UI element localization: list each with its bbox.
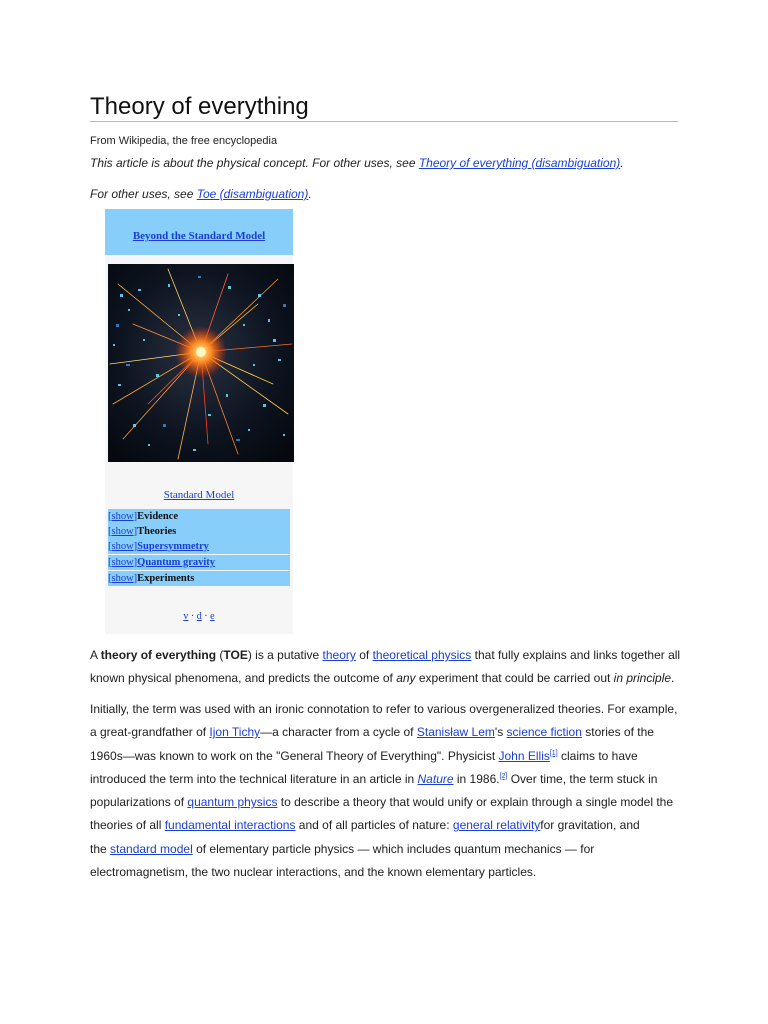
standard-model-link[interactable]: Standard Model bbox=[163, 489, 235, 501]
show-toggle[interactable]: [show] bbox=[108, 541, 138, 552]
view-link[interactable]: v bbox=[183, 611, 189, 622]
supersymmetry-link[interactable]: Supersymmetry bbox=[137, 541, 209, 552]
history-paragraph: Initially, the term was used with an ironic connotation to refer to various overgeneralized theories. For example, a great-grandfather of Ijon Tichy—a character from a cycle of Stanisław Lem's science fiction stories of the 1960s—was known to work on the "General Theory of Everything". Physicist John Ellis[1] claims to have introduced the term into the technical literature in an article in Nature in 1986.[2] Over time, the term stuck in popularizations of quantum physics to describe a theory that would unify or explain through a single model the theories of all fundamental interactions and of all particles of nature: general relativityfor gravitation, and the standard model of elementary particle physics — which includes quantum mechanics — for electromagnetism, the two nuclear interactions, and the known elementary particles. bbox=[90, 702, 678, 880]
show-toggle[interactable]: [show] bbox=[108, 557, 138, 568]
stanislaw-lem-link[interactable]: Stanisław Lem bbox=[416, 725, 495, 740]
general-relativity-link[interactable]: general relativity bbox=[452, 818, 541, 833]
row-label: Experiments bbox=[137, 573, 195, 584]
infobox-row-theories bbox=[108, 524, 290, 539]
theoretical-physics-link[interactable]: theoretical physics bbox=[372, 648, 472, 662]
emphasis-any: any bbox=[396, 671, 416, 686]
row-label: Theories bbox=[137, 526, 177, 537]
discuss-link[interactable]: d bbox=[196, 611, 202, 622]
beyond-standard-model-link[interactable]: Beyond the Standard Model bbox=[132, 230, 266, 242]
quantum-gravity-link[interactable]: Quantum gravity bbox=[137, 557, 216, 568]
hatnote-other-uses bbox=[90, 186, 312, 202]
page-title: Theory of everything bbox=[90, 93, 309, 120]
hatnote-end: . bbox=[308, 187, 312, 201]
standard-model-text-link[interactable]: standard model bbox=[110, 841, 193, 856]
abbrev-bold: TOE bbox=[223, 648, 248, 662]
show-toggle[interactable]: [show] bbox=[108, 526, 138, 537]
infobox bbox=[105, 209, 293, 634]
ijon-tichy-link[interactable]: Ijon Tichy bbox=[209, 725, 261, 740]
disambiguation-link[interactable]: Theory of everything (disambiguation) bbox=[418, 156, 621, 170]
toe-disambiguation-link[interactable]: Toe (disambiguation) bbox=[196, 187, 309, 201]
particle-collision-image[interactable] bbox=[108, 264, 294, 462]
hatnote-about bbox=[90, 155, 624, 171]
emphasis-in-principle: in principle bbox=[613, 671, 672, 686]
infobox-caption bbox=[105, 489, 293, 501]
citation-2-link[interactable]: [2] bbox=[499, 772, 508, 780]
quantum-physics-link[interactable]: quantum physics bbox=[187, 795, 278, 810]
vde-separator: · bbox=[201, 611, 211, 622]
fundamental-interactions-link[interactable]: fundamental interactions bbox=[164, 818, 296, 833]
infobox-row-supersymmetry bbox=[108, 539, 290, 554]
citation-1-link[interactable]: [1] bbox=[549, 749, 558, 757]
nature-link[interactable]: Nature bbox=[417, 771, 454, 786]
show-toggle[interactable]: [show] bbox=[108, 573, 138, 584]
show-toggle[interactable]: [show] bbox=[108, 511, 138, 522]
vde-separator: · bbox=[188, 611, 197, 622]
hatnote-end: . bbox=[620, 156, 624, 170]
infobox-row-evidence bbox=[108, 509, 290, 524]
science-fiction-link[interactable]: science fiction bbox=[506, 725, 582, 740]
infobox-collapsible-list bbox=[108, 509, 290, 586]
hatnote-text: For other uses, see bbox=[90, 187, 197, 201]
hatnote-text: This article is about the physical concept. For other uses, see bbox=[90, 156, 419, 170]
infobox-row-quantum-gravity bbox=[108, 554, 290, 570]
edit-link[interactable]: e bbox=[210, 611, 215, 622]
infobox-header bbox=[105, 209, 293, 255]
intro-paragraph: A theory of everything (TOE) is a putative theory of theoretical physics that fully explains and links together all known physical phenomena, and predicts the outcome of any experiment that could be carried out in principle. bbox=[90, 648, 681, 686]
term-bold: theory of everything bbox=[100, 648, 217, 662]
tagline: From Wikipedia, the free encyclopedia bbox=[90, 135, 278, 147]
title-divider bbox=[90, 121, 678, 122]
theory-link[interactable]: theory bbox=[322, 648, 356, 662]
row-label: Evidence bbox=[137, 511, 179, 522]
infobox-row-experiments bbox=[108, 570, 290, 586]
navbox-vde bbox=[105, 611, 293, 622]
john-ellis-link[interactable]: John Ellis bbox=[498, 748, 550, 763]
